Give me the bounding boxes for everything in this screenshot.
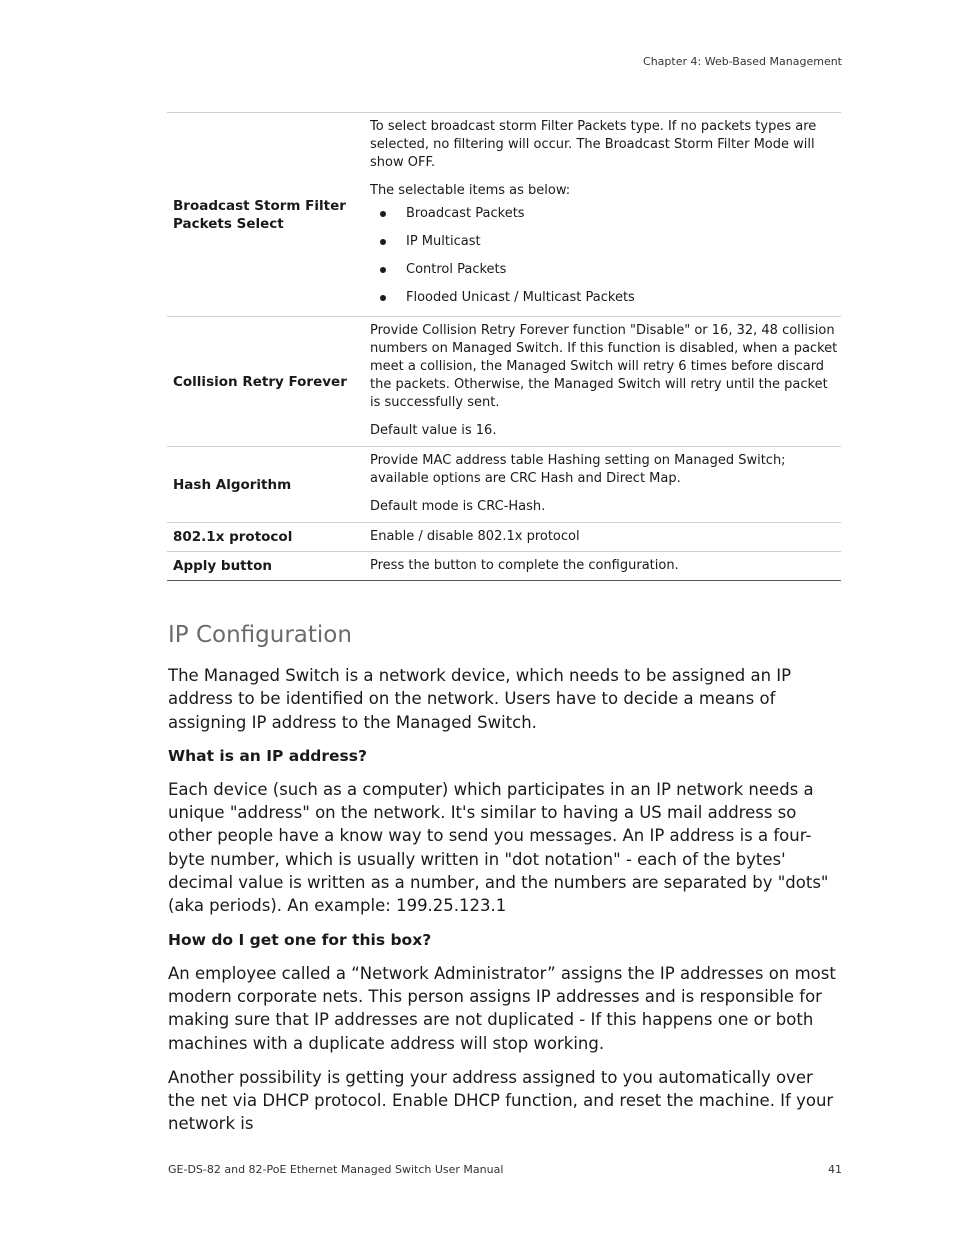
param-description (370, 113, 841, 317)
list-item: Control Packets (370, 256, 841, 284)
list-item: IP Multicast (370, 228, 841, 256)
table-row (167, 113, 841, 317)
list-item: Broadcast Packets (370, 200, 841, 228)
param-name: Apply button (167, 552, 370, 581)
param-description: Enable / disable 802.1x protocol (370, 523, 841, 552)
param-description (370, 317, 841, 447)
parameter-table (167, 112, 841, 581)
answer-paragraph: Another possibility is getting your address assigned to you automatically over the net via DHCP protocol. Enable DHCP function, and reset the machine. If your network is (168, 1067, 834, 1134)
page-number: 41 (828, 1163, 842, 1176)
param-name: Collision Retry Forever (167, 317, 370, 447)
description-paragraph: Provide Collision Retry Forever function "Disable" or 16, 32, 48 collision numbers on Managed Switch. If this function is disabled, when a packet meet a collision, the Managed Switch will retry 6 times before discard the packets. Otherwise, the Managed Switch will retry until the packet is successfully sent. (370, 323, 838, 410)
param-description: Press the button to complete the configuration. (370, 552, 841, 581)
param-name: 802.1x protocol (167, 523, 370, 552)
table-row (167, 317, 841, 447)
section-title: IP Configuration (168, 622, 352, 648)
param-description (370, 447, 841, 523)
option-list (370, 200, 841, 310)
table-row (167, 523, 841, 552)
description-paragraph: Default value is 16. (370, 423, 497, 438)
list-item: Flooded Unicast / Multicast Packets (370, 284, 841, 310)
description-paragraph: The selectable items as below: (370, 183, 571, 198)
table-row (167, 447, 841, 523)
description-paragraph: Default mode is CRC-Hash. (370, 499, 546, 514)
footer-manual-title: GE-DS-82 and 82-PoE Ethernet Managed Switch User Manual (168, 1163, 504, 1176)
ip-configuration-section (168, 618, 844, 1147)
answer-paragraph: Each device (such as a computer) which participates in an IP network needs a unique "address" on the network. It's similar to having a US mail address so other people have a know way to send you messages. An IP address is a four-byte number, which is usually written in "dot notation" - each of the bytes' decimal value is written as a number, and the numbers are separated by "dots" (aka periods). An example: 199.25.123.1 (168, 779, 829, 916)
param-name: Broadcast Storm Filter Packets Select (167, 113, 370, 317)
table-row (167, 552, 841, 581)
chapter-header: Chapter 4: Web-Based Management (643, 55, 842, 68)
answer-paragraph: An employee called a “Network Administrator” assigns the IP addresses on most modern corporate nets. This person assigns IP addresses and is responsible for making sure that IP addresses are not duplicated - If this happens one or both machines with a duplicate address will stop working. (168, 963, 836, 1053)
intro-paragraph: The Managed Switch is a network device, which needs to be assigned an IP address to be identified on the network. Users have to decide a means of assigning IP address to the Managed Switch. (168, 666, 792, 732)
param-name: Hash Algorithm (167, 447, 370, 523)
description-paragraph: Provide MAC address table Hashing setting on Managed Switch; available options are CRC Hash and Direct Map. (370, 453, 786, 486)
description-paragraph: To select broadcast storm Filter Packets type. If no packets types are selected, no filtering will occur. The Broadcast Storm Filter Mode will show OFF. (370, 119, 817, 170)
question-heading: How do I get one for this box? (168, 930, 432, 949)
question-heading: What is an IP address? (168, 746, 367, 765)
